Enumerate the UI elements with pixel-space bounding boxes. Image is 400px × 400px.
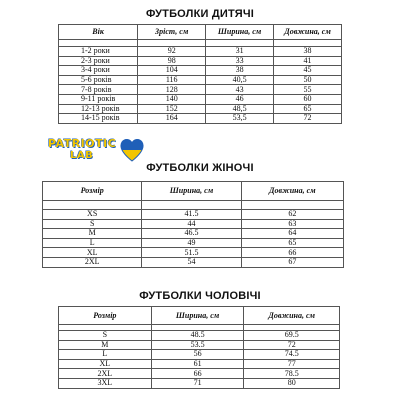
men-cell: 56 (151, 350, 244, 360)
men-cell: L (59, 350, 152, 360)
women-header-width: Ширина, см (142, 182, 241, 201)
kids-cell: 2-3 роки (59, 56, 138, 66)
kids-cell: 140 (138, 94, 206, 104)
kids-cell: 38 (206, 66, 274, 76)
kids-cell: 116 (138, 75, 206, 85)
women-cell: S (43, 219, 142, 229)
kids-cell: 38 (274, 47, 342, 57)
men-header-length: Довжина, см (244, 307, 340, 325)
men-cell: 61 (151, 359, 244, 369)
men-table-row (59, 350, 340, 360)
kids-table-row (59, 56, 342, 66)
women-header-row (43, 182, 344, 201)
kids-table-row (59, 114, 342, 124)
women-cell: 62 (241, 210, 343, 220)
women-cell: 54 (142, 257, 241, 267)
kids-size-table (58, 24, 342, 124)
men-cell: 72 (244, 340, 340, 350)
women-table-row (43, 219, 344, 229)
men-table-row (59, 359, 340, 369)
women-cell: 41.5 (142, 210, 241, 220)
men-table-row (59, 369, 340, 379)
kids-cell: 9-11 років (59, 94, 138, 104)
kids-cell: 41 (274, 56, 342, 66)
men-table-body (59, 331, 340, 389)
men-header-width: Ширина, см (151, 307, 244, 325)
women-table-row (43, 238, 344, 248)
men-cell: 2XL (59, 369, 152, 379)
kids-cell: 1-2 роки (59, 47, 138, 57)
kids-cell: 164 (138, 114, 206, 124)
kids-cell: 43 (206, 85, 274, 95)
women-size-table (42, 181, 344, 268)
kids-table-row (59, 104, 342, 114)
women-cell: 67 (241, 257, 343, 267)
kids-header-row (59, 25, 342, 40)
kids-cell: 12-13 років (59, 104, 138, 114)
women-title: ФУТБОЛКИ ЖІНОЧІ (146, 162, 254, 174)
men-header-row (59, 307, 340, 325)
kids-cell: 104 (138, 66, 206, 76)
kids-table-row (59, 75, 342, 85)
kids-cell: 98 (138, 56, 206, 66)
men-cell: 71 (151, 378, 244, 388)
logo-wordmark-bottom: LAB (70, 150, 94, 161)
men-cell: 77 (244, 359, 340, 369)
kids-cell: 14-15 років (59, 114, 138, 124)
kids-cell: 152 (138, 104, 206, 114)
kids-header-age: Вік (59, 25, 138, 40)
men-table-row (59, 340, 340, 350)
women-table-row (43, 210, 344, 220)
kids-cell: 55 (274, 85, 342, 95)
women-cell: XS (43, 210, 142, 220)
men-cell: 78.5 (244, 369, 340, 379)
kids-cell: 128 (138, 85, 206, 95)
women-cell: 64 (241, 229, 343, 239)
kids-cell: 60 (274, 94, 342, 104)
kids-cell: 33 (206, 56, 274, 66)
men-cell: S (59, 331, 152, 341)
women-cell: XL (43, 248, 142, 258)
kids-cell: 92 (138, 47, 206, 57)
men-cell: XL (59, 359, 152, 369)
kids-cell: 45 (274, 66, 342, 76)
men-cell: M (59, 340, 152, 350)
kids-cell: 50 (274, 75, 342, 85)
kids-cell: 48,5 (206, 104, 274, 114)
men-table-row (59, 378, 340, 388)
women-cell: 63 (241, 219, 343, 229)
men-cell: 74.5 (244, 350, 340, 360)
women-table-row (43, 248, 344, 258)
kids-table-body (59, 47, 342, 124)
women-cell: L (43, 238, 142, 248)
women-cell: 2XL (43, 257, 142, 267)
men-cell: 80 (244, 378, 340, 388)
women-cell: M (43, 229, 142, 239)
heart-icon (118, 136, 146, 164)
men-size-table (58, 306, 340, 389)
men-cell: 48.5 (151, 331, 244, 341)
logo-wordmark-top: PATRIOTIC (48, 137, 117, 150)
women-cell: 49 (142, 238, 241, 248)
kids-cell: 3-4 роки (59, 66, 138, 76)
kids-cell: 65 (274, 104, 342, 114)
men-cell: 69.5 (244, 331, 340, 341)
women-table-row (43, 229, 344, 239)
women-cell: 44 (142, 219, 241, 229)
men-cell: 66 (151, 369, 244, 379)
women-table-body (43, 210, 344, 268)
men-title: ФУТБОЛКИ ЧОЛОВІЧІ (139, 290, 261, 302)
women-cell: 65 (241, 238, 343, 248)
kids-cell: 7-8 років (59, 85, 138, 95)
men-cell: 3XL (59, 378, 152, 388)
kids-header-height: Зріст, см (138, 25, 206, 40)
kids-header-length: Довжина, см (274, 25, 342, 40)
kids-cell: 31 (206, 47, 274, 57)
kids-cell: 40,5 (206, 75, 274, 85)
women-table-row (43, 257, 344, 267)
men-table-row (59, 331, 340, 341)
women-cell: 66 (241, 248, 343, 258)
kids-table-row (59, 94, 342, 104)
kids-cell: 5-6 років (59, 75, 138, 85)
kids-cell: 53,5 (206, 114, 274, 124)
men-header-size: Розмір (59, 307, 152, 325)
women-cell: 51.5 (142, 248, 241, 258)
women-header-size: Розмір (43, 182, 142, 201)
kids-cell: 46 (206, 94, 274, 104)
women-header-length: Довжина, см (241, 182, 343, 201)
kids-table-row (59, 85, 342, 95)
kids-table-row (59, 47, 342, 57)
kids-title: ФУТБОЛКИ ДИТЯЧІ (145, 8, 255, 20)
women-cell: 46.5 (142, 229, 241, 239)
kids-cell: 72 (274, 114, 342, 124)
kids-table-row (59, 66, 342, 76)
men-cell: 53.5 (151, 340, 244, 350)
women-spacer-row (43, 201, 344, 210)
kids-header-width: Ширина, см (206, 25, 274, 40)
